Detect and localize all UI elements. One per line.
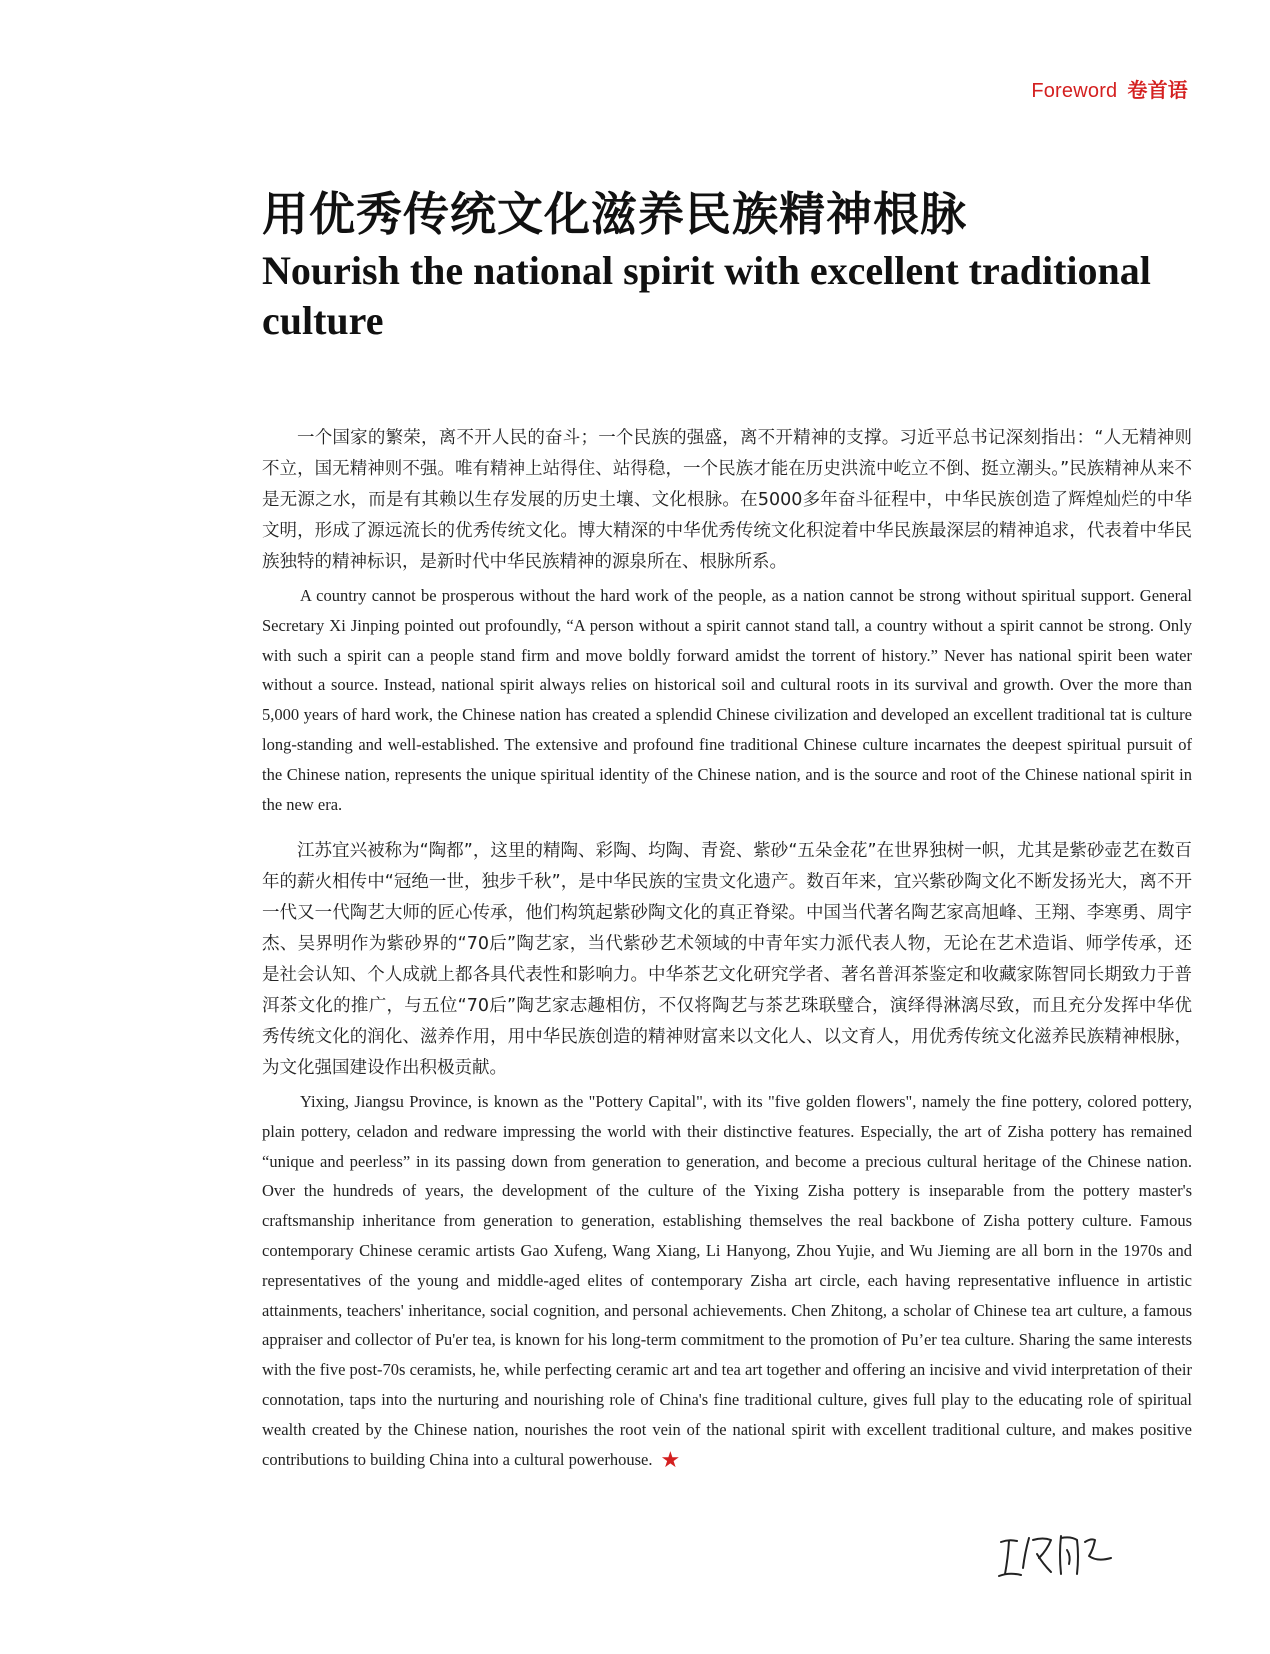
signature-stroke (1033, 1539, 1051, 1559)
paragraph-chinese-1: 一个国家的繁荣，离不开人民的奋斗；一个民族的强盛，离不开精神的支撑。习近平总书记深刻指出：“人无精神则不立，国无精神则不强。唯有精神上站得住、站得稳，一个民族才能在历史洪流中屹立不倒、挺立潮头。”民族精神从来不是无源之水，而是有其赖以生存发展的历史土壤、文化根脉。在5000多年奋斗征程中，中华民族创造了辉煌灿烂的中华文明，形成了源远流长的优秀传统文化。博大精深的中华优秀传统文化积淀着中华民族最深层的精神追求，代表着中华民族独特的精神标识，是新时代中华民族精神的源泉所在、根脉所系。 (262, 428, 1192, 572)
signature-stroke (999, 1574, 1021, 1576)
signature-stroke (1023, 1538, 1029, 1568)
header-label-zh: 卷首语 (1127, 80, 1188, 102)
paragraph-english-2-text: Yixing, Jiangsu Province, is known as the "Pottery Capital", with its "five golden flowers", namely the fine pottery, colored pottery, plain pottery, celadon and redware impressing the world with their distinctive features. Especially, the art of Zisha pottery has remained “unique and peerless” in its passing down from generation to generation, and become a precious cultural heritage of the Chinese nation. Over the hundreds of years, the development of the culture of the Yixing Zisha pottery is inseparable from the pottery master's craftsmanship inheritance from generation to generation, establishing themselves the real backbone of Zisha pottery culture. Famous contemporary Chinese ceramic artists Gao Xufeng, Wang Xiang, Li Hanyong, Zhou Yujie, and Wu Jieming are all born in the 1970s and representatives of the young and middle-aged elites of contemporary Zisha art circle, each having representative influence in artistic attainments, teachers' inheritance, social cognition, and personal achievements. Chen Zhitong, a scholar of Chinese tea art culture, a famous appraiser and collector of Pu'er tea, is known for his long-term commitment to the promotion of Pu’er tea culture. Sharing the same interests with the five post-70s ceramists, he, while perfecting ceramic art and tea art together and offering an incisive and vivid interpretation of their connotation, taps into the nurturing and nourishing role of China's fine traditional culture, gives full play to the educating role of spiritual wealth created by the Chinese nation, nourishes the root vein of the national spirit with excellent traditional culture, and makes positive contributions to building China into a cultural powerhouse. (262, 1092, 1192, 1469)
paragraph-english-1: A country cannot be prosperous without the hard work of the people, as a nation cannot be strong without spiritual support. General Secretary Xi Jinping pointed out profoundly, “A person without a spirit cannot stand tall, a country without a spirit cannot be strong. Only with such a spirit can a people stand firm and move boldly forward amidst the torrent of history.” Never has national spirit been water without a source. Instead, national spirit always relies on historical soil and cultural roots in its survival and growth. Over the more than 5,000 years of hard work, the Chinese nation has created a splendid Chinese civilization and developed an excellent traditional tat is culture long-standing and well-established. The extensive and profound fine traditional Chinese culture incarnates the deepest spiritual pursuit of the Chinese nation, represents the unique spiritual identity of the Chinese nation, and is the source and root of the Chinese national spirit in the new era. (262, 586, 1192, 814)
section-1 (262, 423, 1192, 819)
signature-stroke (1037, 1554, 1051, 1572)
signature-stroke (1085, 1539, 1111, 1559)
paragraph-english-2 (262, 1087, 1192, 1474)
signature-stroke (1060, 1536, 1061, 1574)
signature-stroke (1005, 1541, 1009, 1574)
paragraph-chinese-2: 江苏宜兴被称为“陶都”，这里的精陶、彩陶、均陶、青瓷、紫砂“五朵金花”在世界独树一帜，尤其是紫砂壶艺在数百年的薪火相传中“冠绝一世，独步千秋”，是中华民族的宝贵文化遗产。数百年来，宜兴紫砂陶文化不断发扬光大，离不开一代又一代陶艺大师的匠心传承，他们构筑起紫砂陶文化的真正脊梁。中国当代著名陶艺家高旭峰、王翔、李寒勇、周宇杰、吴界明作为紫砂界的“70后”陶艺家，当代紫砂艺术领域的中青年实力派代表人物，无论在艺术造诣、师学传承，还是社会认知、个人成就上都各具代表性和影响力。中华茶艺文化研究学者、著名普洱茶鉴定和收藏家陈智同长期致力于普洱茶文化的推广，与五位“70后”陶艺家志趣相仿，不仅将陶艺与茶艺珠联璧合，演绎得淋漓尽致，而且充分发挥中华优秀传统文化的润化、滋养作用，用中华民族创造的精神财富来以文化人、以文育人，用优秀传统文化滋养民族精神根脉，为文化强国建设作出积极贡献。 (262, 841, 1192, 1078)
page-header (1031, 74, 1188, 103)
title-english: Nourish the national spirit with excellent traditional culture (262, 248, 1151, 343)
header-label-en: Foreword (1031, 80, 1118, 102)
signature (995, 1528, 1115, 1588)
end-star-icon: ★ (660, 1446, 681, 1472)
signature-stroke (1067, 1550, 1070, 1564)
section-2 (262, 836, 1192, 1474)
title-chinese: 用优秀传统文化滋养民族精神根脉 (262, 187, 967, 241)
